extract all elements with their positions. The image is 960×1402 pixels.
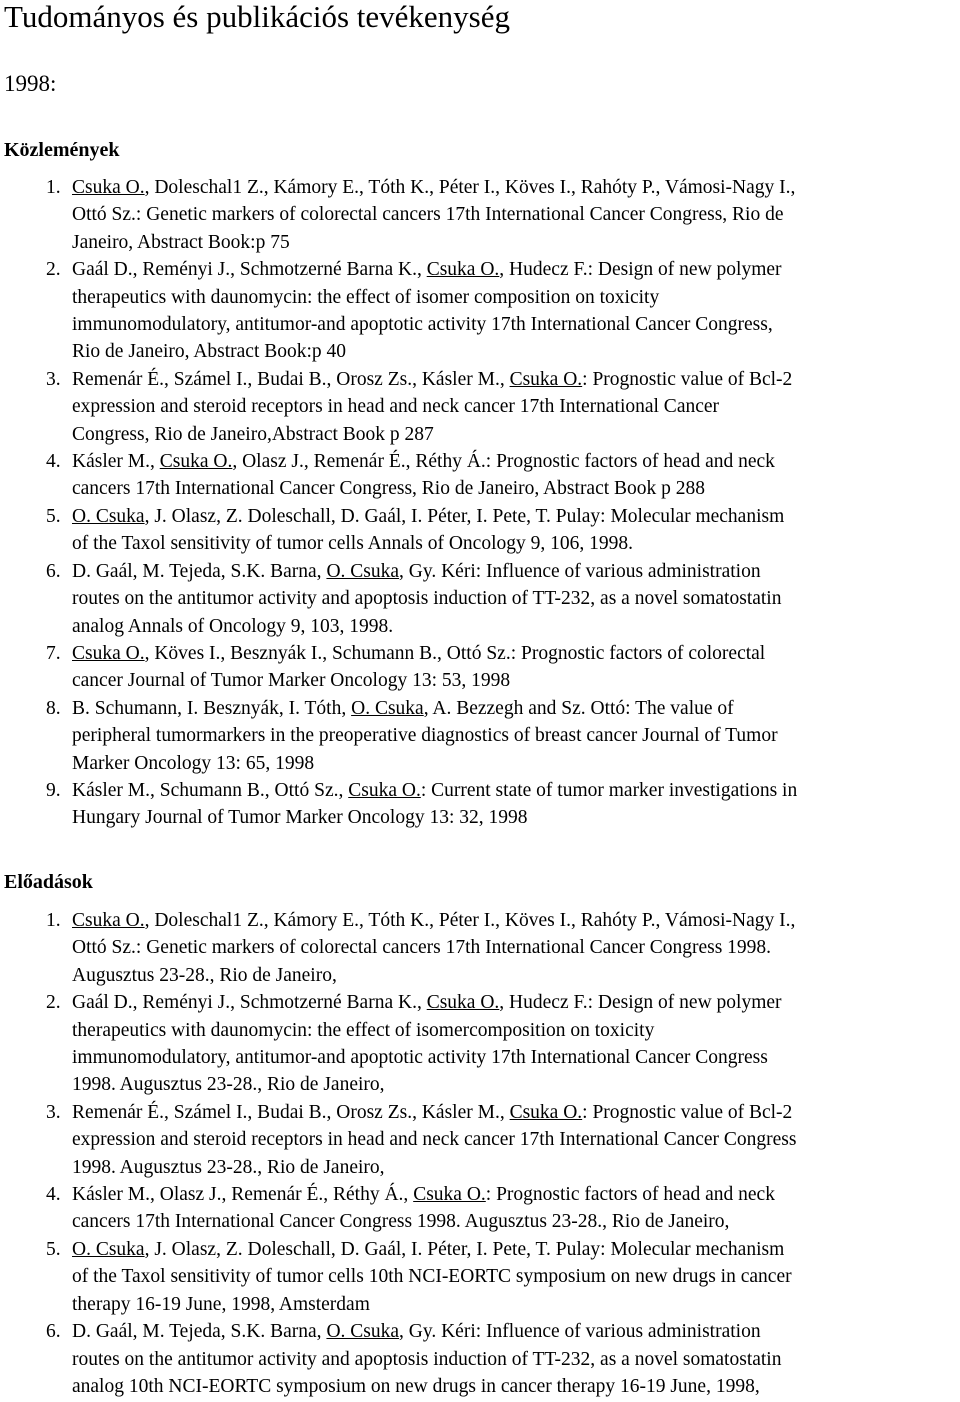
citation-line <box>72 1318 958 1345</box>
citation-text: of the Taxol sensitivity of tumor cells 10th NCI-EORTC symposium on new drugs in cancer <box>72 1266 792 1288</box>
citation-text: Rio de Janeiro, Abstract Book:p 40 <box>72 341 347 363</box>
citation-line <box>72 585 958 612</box>
citation-text: therapy 16-19 June, 1998, Amsterdam <box>72 1293 370 1315</box>
citation-text: , Doleschal1 Z., Kámory E., Tóth K., Péter I., Köves I., Rahóty P., Vámosi-Nagy I., <box>144 177 796 198</box>
publication-item <box>0 695 960 777</box>
citation-line <box>72 667 958 694</box>
citation-text: D. Gaál, M. Tejeda, S.K. Barna, <box>72 560 327 582</box>
citation-line <box>72 338 958 365</box>
citation-text: Kásler M., <box>72 451 160 473</box>
item-number: 1. <box>46 910 61 931</box>
item-number: 4. <box>46 451 61 473</box>
citation-text: Hungary Journal of Tumor Marker Oncology 13: 32, 1998 <box>72 807 528 829</box>
citation-line <box>72 174 958 201</box>
citation-text: Kásler M., Olasz J., Remenár É., Réthy Á., <box>72 1184 414 1206</box>
citation-text: therapeutics with daunomycin: the effect of isomercomposition on toxicity <box>72 1019 655 1041</box>
presentation-list <box>0 907 960 1400</box>
publication-item <box>0 640 960 695</box>
publication-item <box>0 366 960 448</box>
citation-text: Gaál D., Reményi J., Schmotzerné Barna K., <box>72 992 427 1014</box>
author-highlight: Csuka O. <box>426 259 500 281</box>
citation-text: D. Gaál, M. Tejeda, S.K. Barna, <box>72 1321 327 1343</box>
citation-text: , Hudecz F.: Design of new polymer <box>499 259 782 281</box>
author-highlight: Csuka O. <box>509 1101 583 1123</box>
citation-text: Gaál D., Reményi J., Schmotzerné Barna K., <box>72 259 427 281</box>
citation-text: analog 10th NCI-EORTC symposium on new drugs in cancer therapy 16-19 June, 1998, <box>72 1375 760 1397</box>
citation-line <box>72 558 958 585</box>
item-number: 3. <box>46 1101 61 1123</box>
item-number: 6. <box>46 1321 61 1343</box>
author-highlight: Csuka O. <box>426 992 500 1014</box>
citation-line <box>72 1181 958 1208</box>
publication-item <box>0 174 960 256</box>
citation-text: peripheral tumormarkers in the preoperative diagnostics of breast cancer Journal of Tumor <box>72 725 778 747</box>
page-title: Tudományos és publikációs tevékenység <box>4 0 510 34</box>
citation-text: , Olasz J., Remenár É., Réthy Á.: Prognostic factors of head and neck <box>232 451 775 473</box>
citation-line <box>72 804 958 831</box>
citation-text: , Köves I., Besznyák I., Schumann B., Ottó Sz.: Prognostic factors of colorectal <box>144 642 766 664</box>
citation-line <box>72 1208 958 1235</box>
citation-line <box>72 907 958 934</box>
citation-text: Congress, Rio de Janeiro,Abstract Book p 287 <box>72 423 434 445</box>
citation-line <box>72 1373 958 1400</box>
citation-text: Remenár É., Számel I., Budai B., Orosz Zs., Kásler M., <box>72 1101 510 1123</box>
section-heading-eloadasok: Előadások <box>4 871 93 893</box>
citation-text: analog Annals of Oncology 9, 103, 1998. <box>72 615 394 637</box>
item-number: 6. <box>46 560 61 582</box>
citation-text: routes on the antitumor activity and apoptosis induction of TT-232, as a novel somatostatin <box>72 588 782 610</box>
citation-text: immunomodulatory, antitumor-and apoptotic activity 17th International Cancer Congress, <box>72 314 773 336</box>
citation-text: : Prognostic factors of head and neck <box>485 1184 775 1206</box>
citation-line <box>72 503 958 530</box>
citation-text: therapeutics with daunomycin: the effect of isomer composition on toxicity <box>72 286 660 308</box>
item-number: 2. <box>46 259 61 281</box>
citation-line <box>72 284 958 311</box>
citation-line <box>72 695 958 722</box>
presentation-item <box>0 1181 960 1236</box>
citation-line <box>72 311 958 338</box>
publication-item <box>0 503 960 558</box>
citation-text: : Current state of tumor marker investigations in <box>420 779 798 801</box>
citation-line <box>72 722 958 749</box>
publication-item <box>0 256 960 366</box>
author-highlight: Csuka O. <box>413 1184 486 1206</box>
item-number: 9. <box>46 779 61 801</box>
citation-text: Marker Oncology 13: 65, 1998 <box>72 752 315 774</box>
author-highlight: O. Csuka <box>326 560 400 582</box>
author-highlight: Csuka O. <box>72 642 145 664</box>
citation-text: , Doleschal1 Z., Kámory E., Tóth K., Péter I., Köves I., Rahóty P., Vámosi-Nagy I., <box>144 910 796 931</box>
author-highlight: O. Csuka <box>326 1321 400 1343</box>
citation-text: : Prognostic value of Bcl-2 <box>582 1101 793 1123</box>
citation-line <box>72 448 958 475</box>
presentation-item <box>0 1236 960 1318</box>
publication-item <box>0 558 960 640</box>
author-highlight: Csuka O. <box>159 451 233 473</box>
citation-text: cancer Journal of Tumor Marker Oncology 13: 53, 1998 <box>72 670 511 692</box>
item-number: 2. <box>46 992 61 1014</box>
citation-text: Ottó Sz.: Genetic markers of colorectal cancers 17th International Cancer Congress, Rio de <box>72 204 784 226</box>
citation-line <box>72 1099 958 1126</box>
author-highlight: Csuka O. <box>348 779 421 801</box>
author-highlight: O. Csuka <box>72 1238 145 1260</box>
publication-item <box>0 448 960 503</box>
citation-text: immunomodulatory, antitumor-and apoptotic activity 17th International Cancer Congress <box>72 1047 768 1069</box>
item-number: 5. <box>46 1238 61 1260</box>
citation-text: 1998. Augusztus 23-28., Rio de Janeiro, <box>72 1156 385 1178</box>
citation-text: Augusztus 23-28., Rio de Janeiro, <box>72 964 337 986</box>
citation-text: , J. Olasz, Z. Doleschall, D. Gaál, I. Péter, I. Pete, T. Pulay: Molecular mechanism <box>144 1238 785 1260</box>
citation-line <box>72 1263 958 1290</box>
citation-line <box>72 989 958 1016</box>
citation-text: , Gy. Kéri: Influence of various administration <box>399 560 761 582</box>
citation-line <box>72 201 958 228</box>
citation-text: expression and steroid receptors in head and neck cancer 17th International Cancer <box>72 396 720 418</box>
presentation-item <box>0 989 960 1099</box>
citation-text: 1998. Augusztus 23-28., Rio de Janeiro, <box>72 1074 385 1096</box>
citation-line <box>72 613 958 640</box>
section-heading-kozlemenyek: Közlemények <box>4 139 120 161</box>
citation-text: , Hudecz F.: Design of new polymer <box>499 992 782 1014</box>
citation-line <box>72 393 958 420</box>
citation-text: Janeiro, Abstract Book:p 75 <box>72 231 290 253</box>
item-number: 4. <box>46 1184 61 1206</box>
citation-text: : Prognostic value of Bcl-2 <box>582 368 793 390</box>
citation-line <box>72 1071 958 1098</box>
author-highlight: O. Csuka <box>351 697 424 719</box>
citation-line <box>72 421 958 448</box>
citation-line <box>72 1017 958 1044</box>
citation-line <box>72 1291 958 1318</box>
author-highlight: O. Csuka <box>72 505 145 527</box>
citation-line <box>72 1126 958 1153</box>
citation-line <box>72 1236 958 1263</box>
citation-line <box>72 366 958 393</box>
author-highlight: Csuka O. <box>72 910 145 931</box>
presentation-item <box>0 1318 960 1400</box>
item-number: 5. <box>46 505 61 527</box>
citation-line <box>72 640 958 667</box>
presentation-item <box>0 907 960 989</box>
item-number: 3. <box>46 368 61 390</box>
citation-line <box>72 475 958 502</box>
citation-text: Remenár É., Számel I., Budai B., Orosz Zs., Kásler M., <box>72 368 510 390</box>
citation-line <box>72 962 958 989</box>
citation-text: B. Schumann, I. Besznyák, I. Tóth, <box>72 697 352 719</box>
citation-line <box>72 530 958 557</box>
citation-line <box>72 229 958 256</box>
citation-text: , J. Olasz, Z. Doleschall, D. Gaál, I. Péter, I. Pete, T. Pulay: Molecular mechanism <box>144 505 785 527</box>
citation-text: routes on the antitumor activity and apoptosis induction of TT-232, as a novel somatostatin <box>72 1348 782 1370</box>
item-number: 1. <box>46 177 61 198</box>
citation-line <box>72 750 958 777</box>
citation-line <box>72 1154 958 1181</box>
citation-text: cancers 17th International Cancer Congress, Rio de Janeiro, Abstract Book p 288 <box>72 478 706 500</box>
citation-line <box>72 1346 958 1373</box>
presentation-item <box>0 1099 960 1181</box>
citation-line <box>72 777 958 804</box>
year-heading: 1998: <box>4 71 57 96</box>
citation-text: cancers 17th International Cancer Congress 1998. Augusztus 23-28., Rio de Janeiro, <box>72 1211 730 1233</box>
item-number: 7. <box>46 642 61 664</box>
citation-text: of the Taxol sensitivity of tumor cells Annals of Oncology 9, 106, 1998. <box>72 533 634 555</box>
citation-line <box>72 256 958 283</box>
citation-text: , Gy. Kéri: Influence of various administration <box>399 1321 761 1343</box>
citation-line <box>72 1044 958 1071</box>
citation-text: , A. Bezzegh and Sz. Ottó: The value of <box>423 697 734 719</box>
publication-list <box>0 174 960 832</box>
author-highlight: Csuka O. <box>72 177 145 198</box>
publication-item <box>0 777 960 832</box>
author-highlight: Csuka O. <box>509 368 583 390</box>
citation-line <box>72 934 958 961</box>
citation-text: Kásler M., Schumann B., Ottó Sz., <box>72 779 349 801</box>
item-number: 8. <box>46 697 61 719</box>
citation-text: expression and steroid receptors in head and neck cancer 17th International Cancer Congress <box>72 1129 797 1151</box>
citation-text: Ottó Sz.: Genetic markers of colorectal cancers 17th International Cancer Congress 1998. <box>72 937 772 959</box>
